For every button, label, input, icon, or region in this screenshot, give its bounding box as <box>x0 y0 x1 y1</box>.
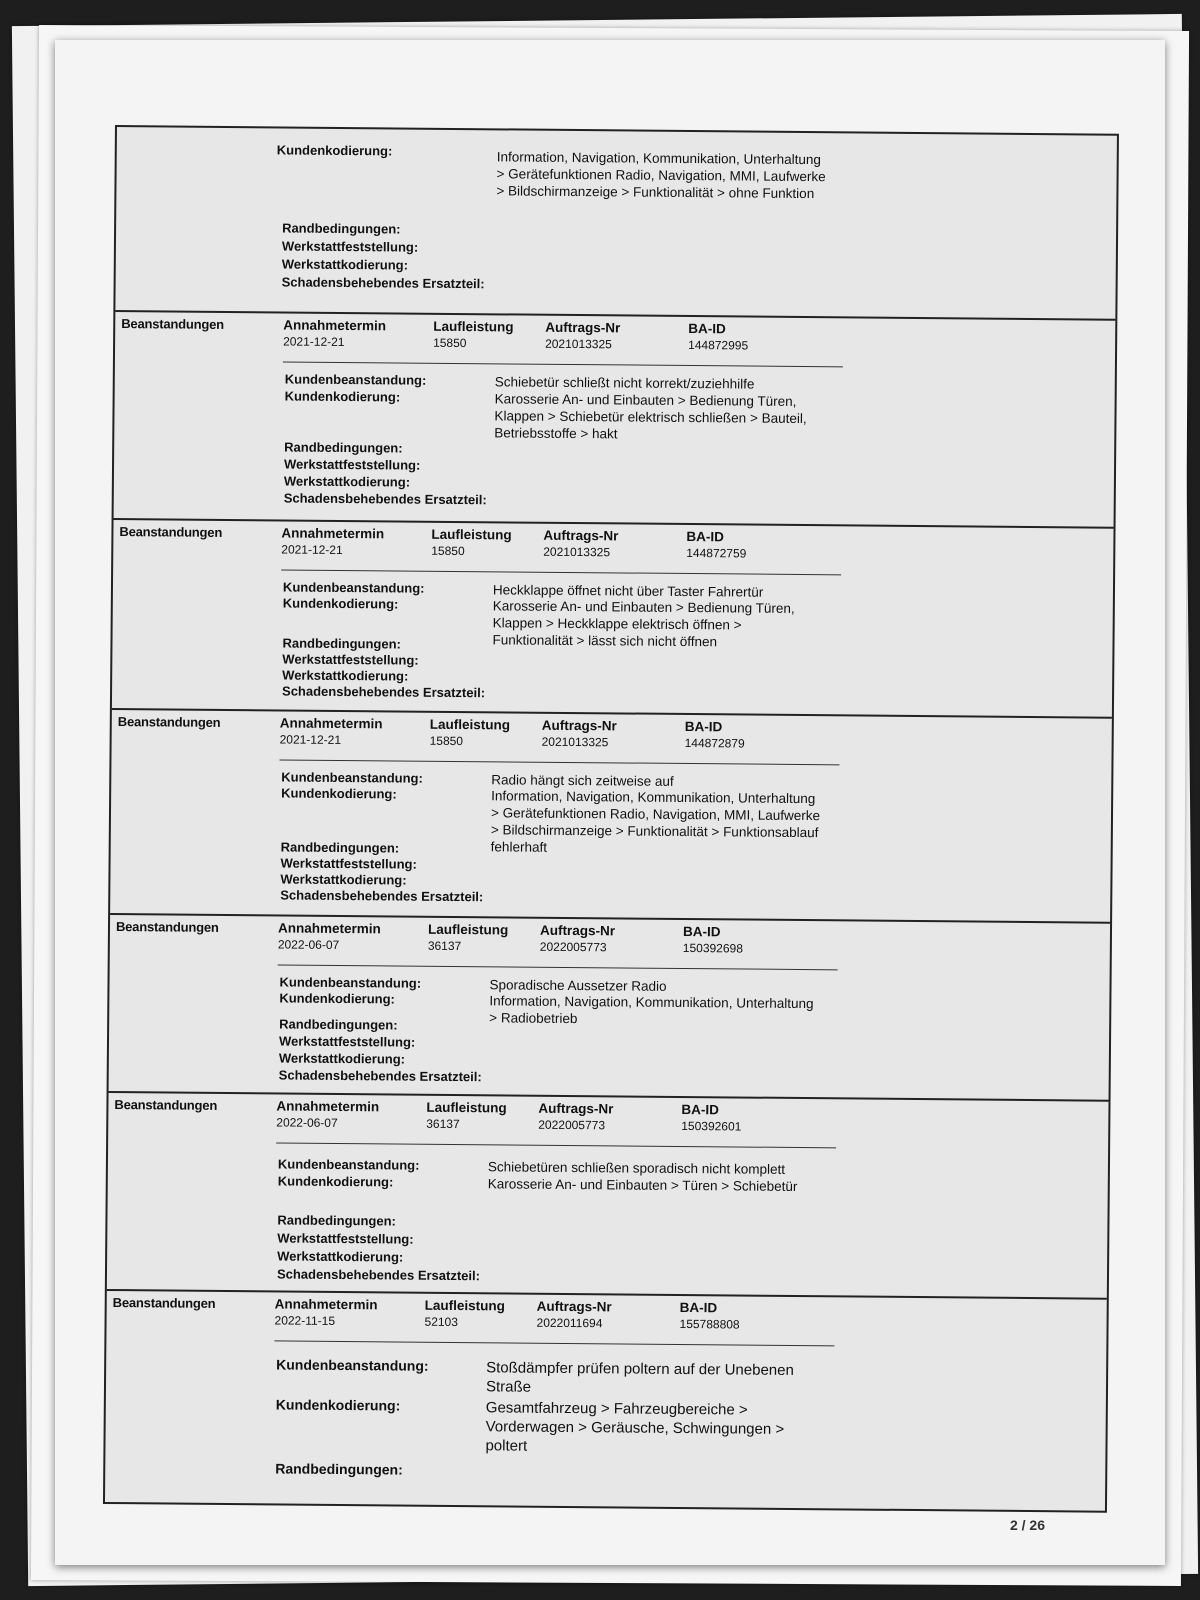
schadens-label: Schadensbehebendes Ersatzteil: <box>276 1266 481 1284</box>
werkstattkodierung-label: Werkstattkodierung: <box>282 667 409 684</box>
schadens-label: Schadensbehebendes Ersatzteil: <box>282 683 486 701</box>
section-label: Beanstandungen <box>117 714 221 730</box>
auftrags-nr-label: Auftrags-Nr <box>538 1100 614 1117</box>
complaint-header <box>279 715 839 765</box>
section-label: Beanstandungen <box>121 316 224 332</box>
annahmetermin-value: 2021-12-21 <box>281 542 343 558</box>
complaint-header <box>278 920 838 970</box>
auftrags-nr-label: Auftrags-Nr <box>543 527 619 544</box>
kundenkodierung-label: Kundenkodierung: <box>281 785 397 802</box>
kundenkodierung-value: Information, Navigation, Kommunikation, Unterhaltung > Gerätefunktionen Radio, Navigation, MMI, Laufwerke > Bildschirmanzeige > Funktionalität > ohne Funktion <box>496 149 826 202</box>
laufleistung-value: 15850 <box>429 733 464 749</box>
randbedingungen-label: Randbedingungen: <box>275 1460 403 1478</box>
document-page <box>55 40 1165 1565</box>
complaint-block <box>114 310 1116 527</box>
complaint-block <box>110 708 1112 922</box>
schadens-label: Schadensbehebendes Ersatzteil: <box>280 887 484 905</box>
werkstattkodierung-label: Werkstattkodierung: <box>280 871 407 888</box>
randbedingungen-label: Randbedingungen: <box>284 439 403 456</box>
werkstattkodierung-label: Werkstattkodierung: <box>283 473 411 490</box>
randbedingungen-label: Randbedingungen: <box>277 1212 396 1229</box>
ba-id-label: BA-ID <box>686 529 724 545</box>
laufleistung-label: Laufleistung <box>433 318 514 335</box>
kundenbeanstandung-value: Radio hängt sich zeitweise auf <box>491 772 674 789</box>
werkstattkodierung-label: Werkstattkodierung: <box>278 1050 406 1067</box>
auftrags-nr-value: 2021013325 <box>543 544 611 560</box>
kundenkodierung-value: Karosserie An- und Einbauten > Türen > Schiebetür <box>487 1176 798 1194</box>
laufleistung-value: 15850 <box>433 335 467 351</box>
complaint-block <box>112 518 1114 717</box>
ba-id-value: 144872879 <box>684 735 745 751</box>
kundenkodierung-label: Kundenkodierung: <box>282 595 399 612</box>
kundenkodierung-value: Gesamtfahrzeug > Fahrzeugbereiche > Vorderwagen > Geräusche, Schwingungen > poltert <box>485 1399 785 1455</box>
ba-id-value: 150392601 <box>681 1118 742 1134</box>
laufleistung-value: 36137 <box>427 938 462 954</box>
kundenbeanstandung-value: Schiebetüren schließen sporadisch nicht komplett <box>487 1159 786 1177</box>
kundenkodierung-value: Information, Navigation, Kommunikation, Unterhaltung > Gerätefunktionen Radio, Navigation, MMI, Laufwerke > Bildschirmanzeige > Funktionalität > Funktionsablauf fehlerhaft <box>490 788 821 855</box>
kundenbeanstandung-value: Sporadische Aussetzer Radio <box>489 977 667 994</box>
ba-id-value: 155788808 <box>679 1316 740 1332</box>
ba-id-value: 150392698 <box>682 940 743 956</box>
annahmetermin-value: 2022-06-07 <box>277 937 340 952</box>
laufleistung-value: 36137 <box>426 1116 460 1132</box>
werkstattfeststellung-label: Werkstattfeststellung: <box>277 1230 414 1247</box>
section-label: Beanstandungen <box>114 1097 218 1113</box>
kundenbeanstandung-label: Kundenbeanstandung: <box>277 1156 420 1173</box>
complaint-block <box>109 913 1111 1100</box>
kundenkodierung-label: Kundenkodierung: <box>284 388 401 405</box>
complaint-block <box>107 1091 1109 1298</box>
annahmetermin-label: Annahmetermin <box>274 1296 378 1313</box>
annahmetermin-value: 2021-12-21 <box>279 732 342 747</box>
randbedingungen-label: Randbedingungen: <box>282 220 401 237</box>
complaint-header <box>281 525 841 575</box>
page-number: 2 / 26 <box>1009 1517 1045 1533</box>
laufleistung-value: 15850 <box>431 543 465 559</box>
kundenkodierung-label: Kundenkodierung: <box>276 142 393 159</box>
kundenbeanstandung-value: Heckklappe öffnet nicht über Taster Fahrertür <box>492 582 764 600</box>
kundenbeanstandung-label: Kundenbeanstandung: <box>276 1356 429 1374</box>
kundenbeanstandung-label: Kundenbeanstandung: <box>281 769 423 786</box>
auftrags-nr-value: 2022005773 <box>538 1117 606 1133</box>
annahmetermin-value: 2021-12-21 <box>283 334 345 350</box>
laufleistung-value: 52103 <box>424 1314 459 1330</box>
continuation-block <box>115 127 1117 319</box>
annahmetermin-label: Annahmetermin <box>279 715 383 732</box>
kundenkodierung-label: Kundenkodierung: <box>279 990 395 1007</box>
auftrags-nr-value: 2021013325 <box>545 336 612 352</box>
kundenbeanstandung-label: Kundenbeanstandung: <box>284 371 427 388</box>
laufleistung-label: Laufleistung <box>427 921 509 938</box>
section-label: Beanstandungen <box>119 524 223 540</box>
kundenkodierung-label: Kundenkodierung: <box>277 1173 394 1190</box>
ba-id-label: BA-ID <box>679 1299 718 1316</box>
schadens-label: Schadensbehebendes Ersatzteil: <box>281 274 485 292</box>
werkstattfeststellung-label: Werkstattfeststellung: <box>281 238 419 255</box>
auftrags-nr-label: Auftrags-Nr <box>536 1298 612 1315</box>
werkstattfeststellung-label: Werkstattfeststellung: <box>283 456 421 473</box>
kundenbeanstandung-value: Stoßdämpfer prüfen poltern auf der Unebenen Straße <box>485 1359 794 1396</box>
ba-id-value: 144872759 <box>686 546 747 561</box>
auftrags-nr-value: 2022005773 <box>539 939 607 955</box>
kundenkodierung-value: Information, Navigation, Kommunikation, Unterhaltung > Radiobetrieb <box>489 993 814 1027</box>
werkstattfeststellung-label: Werkstattfeststellung: <box>278 1033 416 1050</box>
complaint-block <box>105 1289 1107 1503</box>
annahmetermin-label: Annahmetermin <box>283 317 387 334</box>
randbedingungen-label: Randbedingungen: <box>279 1016 398 1033</box>
complaint-header <box>276 1098 836 1148</box>
kundenbeanstandung-value: Schiebetür schließt nicht korrekt/zuziehhilfe <box>494 374 755 392</box>
section-label: Beanstandungen <box>112 1295 216 1311</box>
annahmetermin-value: 2022-11-15 <box>274 1313 336 1328</box>
annahmetermin-label: Annahmetermin <box>277 920 381 937</box>
ba-id-label: BA-ID <box>688 321 726 337</box>
complaint-header <box>274 1296 834 1346</box>
randbedingungen-label: Randbedingungen: <box>280 839 400 856</box>
laufleistung-label: Laufleistung <box>431 526 512 543</box>
schadens-label: Schadensbehebendes Ersatzteil: <box>278 1067 482 1085</box>
section-label: Beanstandungen <box>115 919 219 935</box>
werkstattkodierung-label: Werkstattkodierung: <box>277 1248 404 1265</box>
auftrags-nr-label: Auftrags-Nr <box>545 319 621 336</box>
laufleistung-label: Laufleistung <box>424 1297 506 1314</box>
ba-id-label: BA-ID <box>682 923 721 940</box>
kundenkodierung-value: Karosserie An- und Einbauten > Bedienung Türen, Klappen > Schiebetür elektrisch schließen > Bauteil, Betriebsstoffe > hakt <box>494 391 807 442</box>
annahmetermin-label: Annahmetermin <box>281 525 385 542</box>
randbedingungen-label: Randbedingungen: <box>282 635 401 652</box>
werkstattkodierung-label: Werkstattkodierung: <box>281 256 409 273</box>
kundenkodierung-value: Karosserie An- und Einbauten > Bedienung Türen, Klappen > Heckklappe elektrisch öffnen > Funktionalität > lässt sich nicht öffnen <box>492 598 795 650</box>
annahmetermin-value: 2022-06-07 <box>276 1115 338 1130</box>
complaints-table <box>103 125 1119 1513</box>
auftrags-nr-label: Auftrags-Nr <box>541 717 617 734</box>
laufleistung-label: Laufleistung <box>429 716 511 733</box>
laufleistung-label: Laufleistung <box>426 1099 507 1116</box>
complaint-header <box>283 317 843 367</box>
werkstattfeststellung-label: Werkstattfeststellung: <box>280 855 417 872</box>
auftrags-nr-value: 2021013325 <box>541 734 609 750</box>
ba-id-value: 144872995 <box>688 338 749 353</box>
ba-id-label: BA-ID <box>681 1101 719 1118</box>
auftrags-nr-label: Auftrags-Nr <box>539 922 616 939</box>
kundenbeanstandung-label: Kundenbeanstandung: <box>279 974 422 991</box>
ba-id-label: BA-ID <box>684 718 723 735</box>
auftrags-nr-value: 2022011694 <box>536 1315 603 1331</box>
kundenbeanstandung-label: Kundenbeanstandung: <box>282 579 425 596</box>
annahmetermin-label: Annahmetermin <box>276 1098 380 1115</box>
schadens-label: Schadensbehebendes Ersatzteil: <box>283 490 487 508</box>
werkstattfeststellung-label: Werkstattfeststellung: <box>282 651 419 668</box>
kundenkodierung-label: Kundenkodierung: <box>275 1396 401 1414</box>
